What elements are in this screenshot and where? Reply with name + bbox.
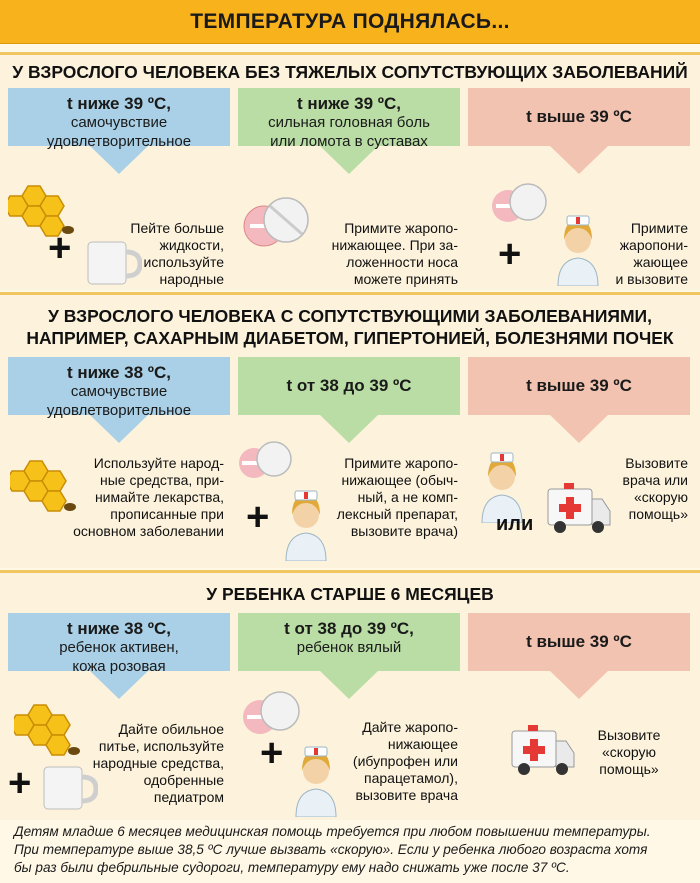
condition-box <box>8 357 230 445</box>
pills-icon <box>490 182 550 226</box>
section-title-line: У РЕБЕНКА СТАРШЕ 6 МЕСЯЦЕВ <box>206 584 494 604</box>
section-title-line: У ВЗРОСЛОГО ЧЕЛОВЕКА БЕЗ ТЯЖЕЛЫХ СОПУТСТВУЮЩИХ ЗАБОЛЕВАНИЙ <box>12 62 688 82</box>
column-high <box>468 613 690 821</box>
condition-temp: t выше 39 ºC <box>526 376 632 395</box>
advice-line: и вызовите <box>615 271 688 287</box>
advice-line: врача или <box>622 472 688 488</box>
advice-line: жающее <box>633 254 688 270</box>
advice-text <box>334 455 458 540</box>
condition-detail: ребенок активен, <box>59 639 179 656</box>
condition-text <box>8 363 230 420</box>
advice-line: ложенности носа <box>346 254 458 270</box>
advice-line: народные средства, <box>92 755 224 771</box>
advice-line: парацетамол), <box>364 770 458 786</box>
advice-line: жидкости, <box>159 237 224 253</box>
column-mid <box>238 357 460 567</box>
condition-box <box>468 88 690 176</box>
section-title-line: У ВЗРОСЛОГО ЧЕЛОВЕКА С СОПУТСТВУЮЩИМИ ЗАБОЛЕВАНИЯМИ, <box>48 306 652 326</box>
advice-line: основном заболевании <box>73 523 224 539</box>
column-high <box>468 357 690 567</box>
condition-text <box>8 619 230 676</box>
or-label: или <box>496 513 534 535</box>
advice-line: «скорую <box>634 489 688 505</box>
advice-line: Дайте жаропо- <box>362 719 458 735</box>
nurse-icon <box>292 741 340 817</box>
advice-line: жаропони- <box>619 237 688 253</box>
condition-temp: t выше 39 ºC <box>526 107 632 126</box>
advice-line: лексный препарат, <box>336 506 458 522</box>
condition-temp: t от 38 до 39 ºC, <box>284 619 414 638</box>
condition-detail: самочувствие <box>70 114 168 131</box>
plus-icon: + <box>260 731 284 775</box>
advice-line: нимайте лекарства, <box>94 489 224 505</box>
condition-box <box>238 357 460 445</box>
advice-line: Примите жаропо- <box>344 455 458 471</box>
advice-line: нижающее. При за- <box>331 237 458 253</box>
condition-detail: кожа розовая <box>72 658 166 675</box>
section-child <box>0 570 700 820</box>
section-title <box>0 295 700 349</box>
footer-note <box>14 823 690 877</box>
advice-text <box>588 727 670 778</box>
condition-detail: удовлетворительное <box>46 402 192 419</box>
advice-text <box>84 721 224 806</box>
advice-text <box>608 455 688 523</box>
advice-line: используйте <box>143 254 224 270</box>
advice-line: Вызовите <box>597 727 661 743</box>
advice-line: можете принять <box>353 271 458 287</box>
column-low <box>8 357 230 567</box>
advice-line: нижающее (обыч- <box>341 472 458 488</box>
condition-detail: или ломота в суставах <box>270 133 428 150</box>
page-title: ТЕМПЕРАТУРА ПОДНЯЛАСЬ... <box>190 9 510 33</box>
advice-line: вызовите врача <box>355 787 458 803</box>
honey-comb-icon <box>14 699 84 759</box>
section-title <box>0 55 700 83</box>
advice-line: одобренные <box>143 772 224 788</box>
condition-text <box>238 363 460 409</box>
condition-box <box>238 613 460 701</box>
advice-line: ные средства, при- <box>99 472 224 488</box>
condition-temp: t от 38 до 39 ºC <box>286 376 412 395</box>
condition-text <box>238 94 460 151</box>
condition-text <box>468 94 690 140</box>
condition-text <box>8 94 230 151</box>
condition-temp: t ниже 39 ºC, <box>297 94 401 113</box>
plus-icon: + <box>498 232 522 276</box>
advice-line: вызовите врача) <box>350 523 458 539</box>
advice-line: Примите <box>630 220 688 236</box>
section-title-line: НАПРИМЕР, САХАРНЫМ ДИАБЕТОМ, ГИПЕРТОНИЕЙ, БОЛЕЗНЯМИ ПОЧЕК <box>26 328 674 348</box>
condition-temp: t ниже 38 ºC, <box>67 619 171 638</box>
advice-line: Вызовите <box>625 455 688 471</box>
advice-line: народные <box>159 271 224 287</box>
advice-text <box>72 455 224 540</box>
advice-line: ный, а не комп- <box>357 489 458 505</box>
column-mid <box>238 613 460 821</box>
pills-icon <box>238 441 294 481</box>
column-low-pain <box>238 88 460 288</box>
column-low <box>8 613 230 821</box>
footer-line: бы раз были фебрильные судороги, температуру ему надо снижать уже после 37 ºC. <box>14 860 570 875</box>
column-low <box>8 88 230 288</box>
advice-line: Пейте больше <box>130 220 224 236</box>
plus-icon: + <box>48 226 72 270</box>
condition-detail: сильная головная боль <box>268 114 430 131</box>
advice-line: питье, используйте <box>98 738 224 754</box>
condition-detail: самочувствие <box>70 383 168 400</box>
nurse-icon <box>554 210 602 286</box>
condition-text <box>238 619 460 657</box>
plus-icon: + <box>246 495 270 539</box>
advice-line: Примите жаропо- <box>344 220 458 236</box>
condition-box <box>8 613 230 701</box>
ambulance-icon <box>546 481 612 537</box>
condition-box <box>468 613 690 701</box>
condition-detail: ребенок вялый <box>296 639 402 656</box>
footer-line: Детям младше 6 месяцев медицинская помощь требуется при любом повышении температуры. <box>14 824 651 839</box>
section-adult-chronic <box>0 292 700 568</box>
condition-box <box>468 357 690 445</box>
condition-text <box>468 363 690 409</box>
condition-temp: t выше 39 ºC <box>526 632 632 651</box>
advice-line: Используйте народ- <box>93 455 224 471</box>
advice-line: помощь» <box>599 761 659 777</box>
advice-text <box>338 719 458 804</box>
section-title <box>0 573 700 605</box>
advice-line: прописанные при <box>110 506 224 522</box>
condition-text <box>468 619 690 665</box>
condition-box <box>8 88 230 176</box>
header-bar <box>0 0 700 44</box>
condition-temp: t ниже 39 ºC, <box>67 94 171 113</box>
advice-line: Дайте обильное <box>118 721 224 737</box>
nurse-icon <box>478 447 526 523</box>
advice-line: (ибупрофен или <box>352 753 458 769</box>
advice-line: помощь» <box>628 506 688 522</box>
condition-detail: удовлетворительное <box>46 133 192 150</box>
section-adult-healthy <box>0 52 700 290</box>
plus-icon: + <box>8 761 32 805</box>
honey-comb-icon <box>10 455 80 515</box>
footer-line: При температуре выше 38,5 ºC лучше вызвать «скорую». Если у ребенка любого возраста хотя <box>14 842 648 857</box>
advice-line: нижающее <box>387 736 458 752</box>
condition-box <box>238 88 460 176</box>
condition-temp: t ниже 38 ºC, <box>67 363 171 382</box>
ambulance-icon <box>510 723 576 779</box>
advice-line: «скорую <box>602 744 656 760</box>
column-high <box>468 88 690 288</box>
advice-line: педиатром <box>153 789 224 805</box>
nurse-icon <box>282 485 330 561</box>
